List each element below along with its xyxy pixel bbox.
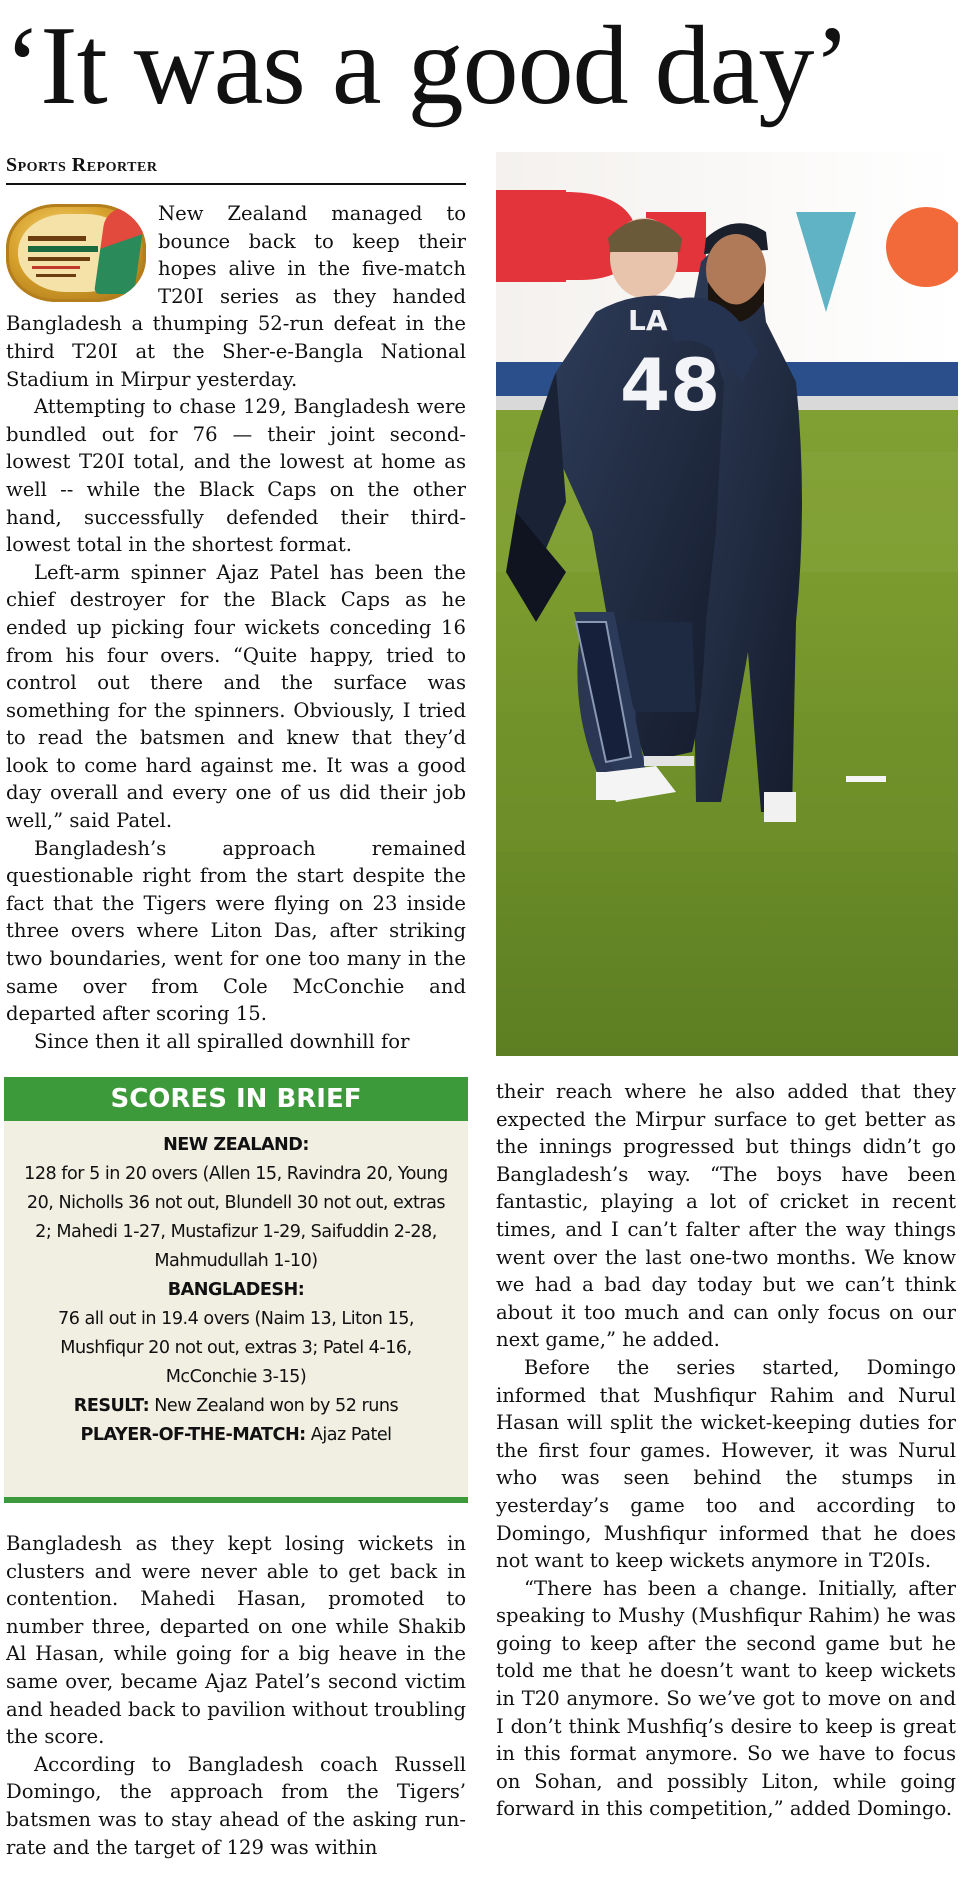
scores-title: SCORES IN BRIEF <box>4 1077 468 1121</box>
result-value: New Zealand won by 52 runs <box>149 1396 399 1416</box>
team2-score-line: Mushfiqur 20 not out, extras 3; Patel 4-16, <box>60 1338 412 1358</box>
potm-label: PLAYER-OF-THE-MATCH: <box>80 1425 306 1445</box>
team1-score-line: Mahmudullah 1-10) <box>154 1251 318 1271</box>
article-paragraph: Before the series started, Domingo informed that Mushfiqur Rahim and Nurul Hasan will split the wicket-keeping duties for the first four games. However, it was Nurul who was seen behind the stumps in yesterday’s game too and according to Domingo, Mushfiqur informed that he does not want to keep wickets anymore in T20Is. <box>496 1355 956 1573</box>
article-column-left-top <box>6 200 466 1055</box>
article-column-right <box>496 1078 956 1823</box>
potm-line <box>16 1421 456 1450</box>
potm-value: Ajaz Patel <box>305 1425 392 1445</box>
team2-name: BANGLADESH: <box>167 1280 305 1300</box>
shirt-name: LA <box>628 304 668 337</box>
byline: Sports Reporter <box>6 154 466 185</box>
team1-score-line: 20, Nicholls 36 not out, Blundell 30 not out, extras <box>26 1193 446 1213</box>
article-paragraph: Bangladesh’s approach remained questionable right from the start despite the fact that the Tigers were flying on 23 inside three overs where Liton Das, after striking two boundaries, went for one too many in the same over from Cole McConchie and departed after scoring 15. <box>6 836 466 1026</box>
article-paragraph: their reach where he also added that they expected the Mirpur surface to get better as the innings progressed but things didn’t go Bangladesh’s way. “The boys have been fantastic, playing a lot of cricket in recent times, and I can’t falter after the way things went over the last one-two months. We know we had a bad day today but we can’t think about it too much and can only focus on our next game,” he added. <box>496 1080 956 1352</box>
article-paragraph: Attempting to chase 129, Bangladesh were bundled out for 76 — their joint second-lowest T20I total, and the lowest at home as well -- while the Black Caps on the other hand, successfully defended their third-lowest total in the shortest format. <box>6 395 466 557</box>
series-logo <box>6 204 146 302</box>
article-paragraph: According to Bangladesh coach Russell Domingo, the approach from the Tigers’ batsmen was to stay ahead of the asking run-rate and the target of 129 was within <box>6 1752 466 1859</box>
team1-score-line: 128 for 5 in 20 overs (Allen 15, Ravindra 20, Young <box>24 1164 448 1184</box>
article-paragraph: “There has been a change. Initially, after speaking to Mushy (Mushfiqur Rahim) he was going to keep after the second game but he told me that he doesn’t want to keep wickets in T20 anymore. So we’ve got to move on and I don’t think Mushfiq’s desire to keep is great in this format anymore. So we have to focus on Sohan, and possibly Liton, while going forward in this competition,” added Domingo. <box>496 1576 956 1821</box>
article-paragraph: Since then it all spiralled downhill for <box>34 1029 410 1053</box>
article-paragraph: Bangladesh as they kept losing wickets in clusters and were never able to get back in contention. Mahedi Hasan, promoted to number three, departed on one while Shakib Al Hasan, while going for a big heave in the same over, became Ajaz Patel’s second victim and headed back to pavilion without troubling the score. <box>6 1532 466 1749</box>
article-paragraph: Left-arm spinner Ajaz Patel has been the chief destroyer for the Black Caps as he ended up picking four wickets conceding 16 from his four overs. “Quite happy, tried to control out there and the surface was something for the spinners. Obviously, I tried to read the batsmen and knew that they’d look to come hard against me. It was a good day overall and every one of us did their job well,” said Patel. <box>6 560 466 833</box>
result-label: RESULT: <box>73 1396 150 1416</box>
article-column-left-bottom <box>6 1530 466 1861</box>
headline: ‘It was a good day’ <box>4 4 850 128</box>
team2-score-line: 76 all out in 19.4 overs (Naim 13, Liton 15, <box>58 1309 414 1329</box>
result-line <box>16 1392 456 1421</box>
match-photo <box>496 152 958 1056</box>
team1-name: NEW ZEALAND: <box>163 1135 309 1155</box>
shirt-number: 48 <box>620 343 721 427</box>
scores-body <box>4 1121 468 1450</box>
article-paragraph: New Zealand managed to bounce back to keep their hopes alive in the five-match T20I series as they handed Bangladesh a thumping 52-run defeat in the third T20I at the Sher-e-Bangla National Stadium in Mirpur yesterday. <box>6 202 466 391</box>
team1-score-line: 2; Mahedi 1-27, Mustafizur 1-29, Saifuddin 2-28, <box>35 1222 437 1242</box>
team2-score-line: McConchie 3-15) <box>165 1367 307 1387</box>
scores-in-brief-box <box>4 1077 468 1503</box>
